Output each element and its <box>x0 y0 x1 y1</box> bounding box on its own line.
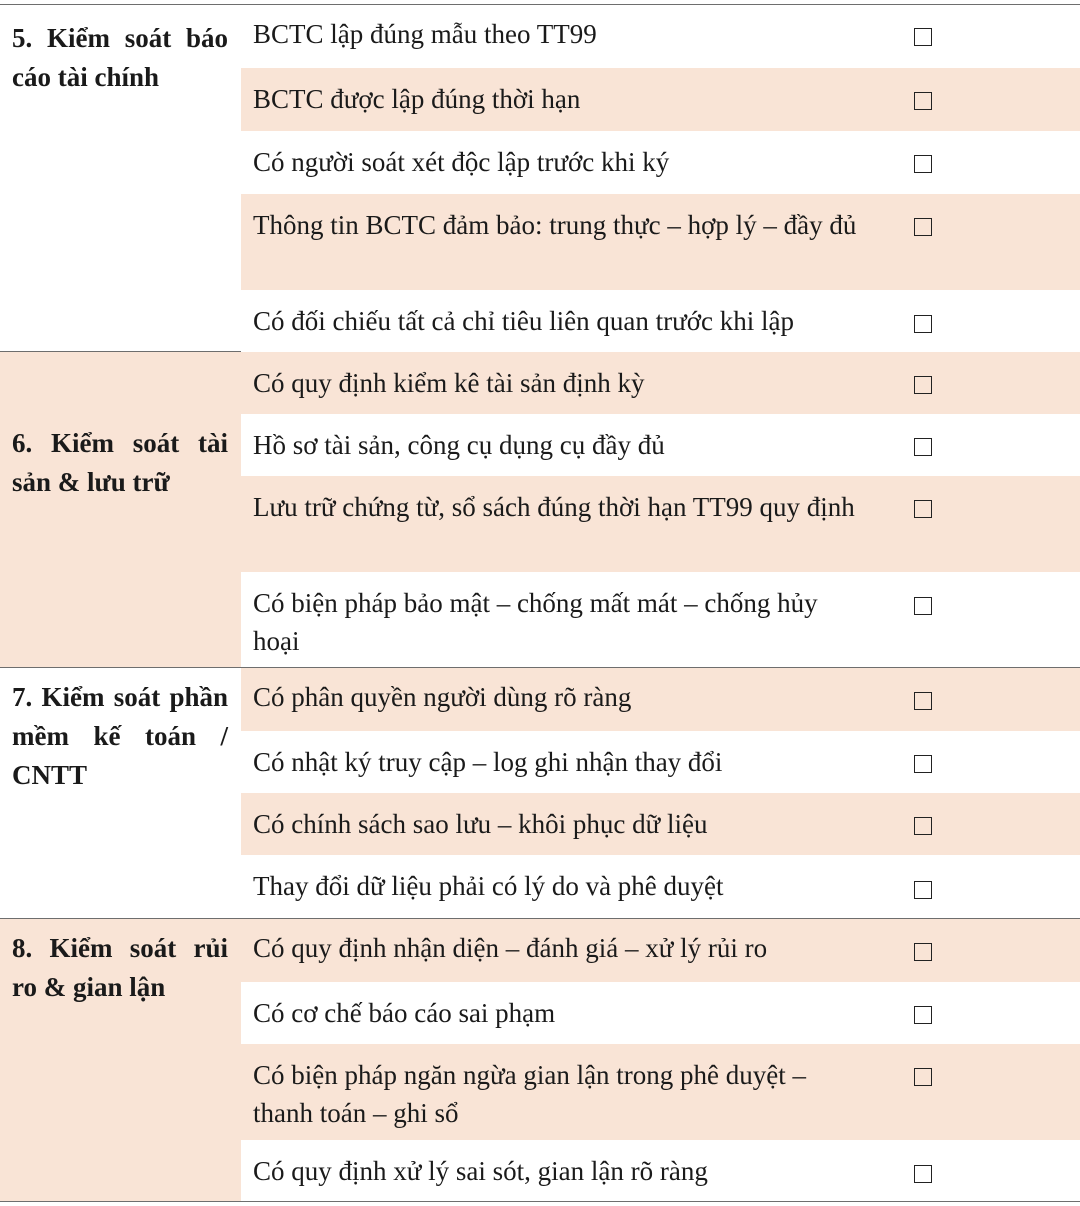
checklist-row <box>241 68 1080 131</box>
section-5 <box>0 5 1080 352</box>
checkbox[interactable] <box>914 881 932 899</box>
checklist-row <box>241 919 1080 982</box>
checkbox[interactable] <box>914 943 932 961</box>
checkbox[interactable] <box>914 1068 932 1086</box>
checklist-row <box>241 1044 1080 1140</box>
checkbox[interactable] <box>914 376 932 394</box>
row-text: Có nhật ký truy cập – log ghi nhận thay đổi <box>253 747 723 777</box>
checkbox[interactable] <box>914 438 932 456</box>
row-text: Có biện pháp bảo mật – chống mất mát – chống hủy hoại <box>253 588 818 656</box>
row-text: Có biện pháp ngăn ngừa gian lận trong phê duyệt – thanh toán – ghi sổ <box>253 1060 807 1128</box>
checkbox[interactable] <box>914 597 932 615</box>
row-text: Có đối chiếu tất cả chỉ tiêu liên quan trước khi lập <box>253 306 795 336</box>
section-7 <box>0 668 1080 919</box>
section-items <box>241 352 1080 667</box>
checkbox[interactable] <box>914 1165 932 1183</box>
section-6 <box>0 352 1080 668</box>
checklist-row <box>241 793 1080 855</box>
checklist-row <box>241 290 1080 352</box>
checkbox[interactable] <box>914 92 932 110</box>
checklist-row <box>241 1140 1080 1201</box>
checkbox[interactable] <box>914 315 932 333</box>
section-items <box>241 668 1080 918</box>
checklist-row <box>241 731 1080 793</box>
section-title: 8. Kiểm soát rủi ro & gian lận <box>12 933 228 1002</box>
checkbox[interactable] <box>914 218 932 236</box>
section-items <box>241 5 1080 352</box>
checklist-row <box>241 572 1080 667</box>
section-title: 7. Kiểm soát phần mềm kế toán / CNTT <box>12 682 228 790</box>
checklist-row <box>241 131 1080 194</box>
row-text: Có quy định kiểm kê tài sản định kỳ <box>253 368 645 398</box>
row-text: Thay đổi dữ liệu phải có lý do và phê duyệt <box>253 871 724 901</box>
checklist-row <box>241 5 1080 68</box>
section-8 <box>0 919 1080 1201</box>
section-items <box>241 919 1080 1201</box>
table-bottom-border <box>0 1201 1080 1202</box>
row-text: Có người soát xét độc lập trước khi ký <box>253 147 670 177</box>
checkbox[interactable] <box>914 155 932 173</box>
row-text: Có chính sách sao lưu – khôi phục dữ liệu <box>253 809 708 839</box>
row-text: BCTC lập đúng mẫu theo TT99 <box>253 19 597 49</box>
row-text: Có cơ chế báo cáo sai phạm <box>253 998 556 1028</box>
section-title: 6. Kiểm soát tài sản & lưu trữ <box>12 428 228 497</box>
checklist-row <box>241 414 1080 476</box>
checklist-row <box>241 855 1080 918</box>
checkbox[interactable] <box>914 692 932 710</box>
checklist-row <box>241 982 1080 1044</box>
row-text: Thông tin BCTC đảm bảo: trung thực – hợp lý – đầy đủ <box>253 210 857 240</box>
row-text: Có phân quyền người dùng rõ ràng <box>253 682 632 712</box>
checkbox[interactable] <box>914 1006 932 1024</box>
section-title: 5. Kiểm soát báo cáo tài chính <box>12 23 228 92</box>
checkbox[interactable] <box>914 755 932 773</box>
checkbox[interactable] <box>914 500 932 518</box>
checklist-row <box>241 476 1080 572</box>
row-text: Có quy định xử lý sai sót, gian lận rõ ràng <box>253 1156 708 1186</box>
checklist-row <box>241 194 1080 290</box>
row-text: Hồ sơ tài sản, công cụ dụng cụ đầy đủ <box>253 430 665 460</box>
checklist-row <box>241 668 1080 731</box>
row-text: BCTC được lập đúng thời hạn <box>253 84 581 114</box>
checkbox[interactable] <box>914 817 932 835</box>
checklist-row <box>241 352 1080 414</box>
row-text: Có quy định nhận diện – đánh giá – xử lý rủi ro <box>253 933 768 963</box>
row-text: Lưu trữ chứng từ, sổ sách đúng thời hạn TT99 quy định <box>253 492 855 522</box>
checkbox[interactable] <box>914 28 932 46</box>
